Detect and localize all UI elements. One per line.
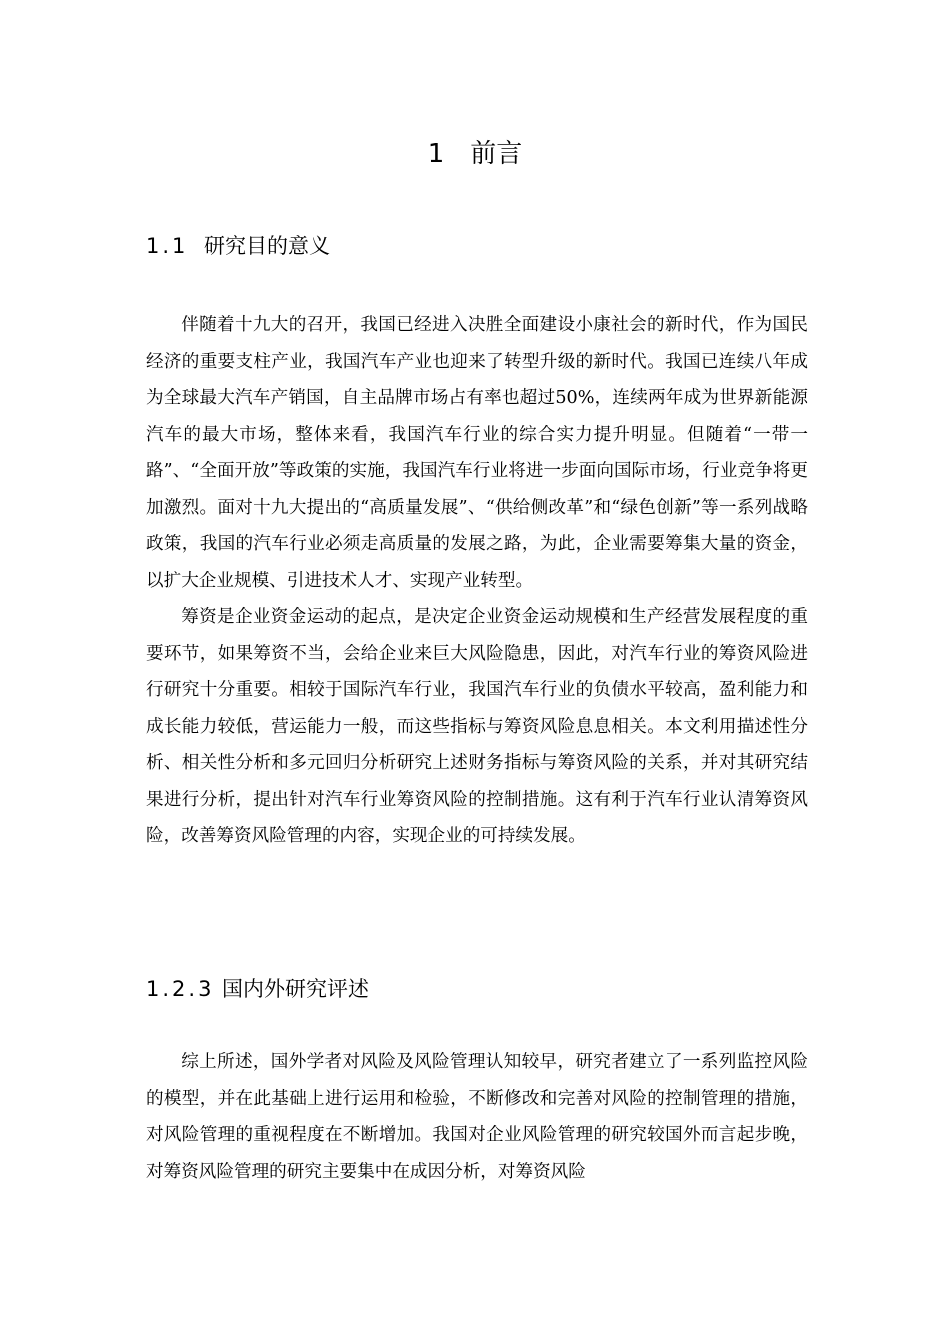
section-body-1-1 xyxy=(146,307,808,855)
section-title-text: 研究目的意义 xyxy=(204,234,330,258)
section-body-1-2-3 xyxy=(146,1044,808,1190)
section-title-text: 国内外研究评述 xyxy=(222,977,369,1001)
section-number: 1.1 xyxy=(146,234,189,258)
section-heading-1-1 xyxy=(146,230,330,262)
body-paragraph: 综上所述，国外学者对风险及风险管理认知较早，研究者建立了一系列监控风险的模型，并在此基础上进行运用和检验，不断修改和完善对风险的控制管理的措施，对风险管理的重视程度在不断增加。我国对企业风险管理的研究较国外而言起步晚，对筹资风险管理的研究主要集中在成因分析，对筹资风险 xyxy=(146,1052,808,1182)
section-number: 1.2.3 xyxy=(146,977,215,1001)
body-paragraph: 筹资是企业资金运动的起点，是决定企业资金运动规模和生产经营发展程度的重要环节，如果筹资不当，会给企业来巨大风险隐患，因此，对汽车行业的筹资风险进行研究十分重要。相较于国际汽车行业，我国汽车行业的负债水平较高，盈利能力和成长能力较低，营运能力一般，而这些指标与筹资风险息息相关。本文利用描述性分析、相关性分析和多元回归分析研究上述财务指标与筹资风险的关系，并对其研究结果进行分析，提出针对汽车行业筹资风险的控制措施。这有利于汽车行业认清筹资风险，改善筹资风险管理的内容，实现企业的可持续发展。 xyxy=(146,607,808,846)
body-paragraph: 伴随着十九大的召开，我国已经进入决胜全面建设小康社会的新时代，作为国民经济的重要支柱产业，我国汽车产业也迎来了转型升级的新时代。我国已连续八年成为全球最大汽车产销国，自主品牌市场占有率也超过50%，连续两年成为世界新能源汽车的最大市场，整体来看，我国汽车行业的综合实力提升明显。但随着“一带一路”、“全面开放”等政策的实施，我国汽车行业将进一步面向国际市场，行业竞争将更加激烈。面对十九大提出的“高质量发展”、“供给侧改革”和“绿色创新”等一系列战略政策，我国的汽车行业必须走高质量的发展之路，为此，企业需要筹集大量的资金，以扩大企业规模、引进技术人才、实现产业转型。 xyxy=(146,315,808,591)
section-heading-1-2-3 xyxy=(146,973,369,1005)
chapter-title-text: 前言 xyxy=(470,139,523,169)
chapter-number: 1 xyxy=(427,139,445,169)
chapter-title xyxy=(0,134,950,174)
